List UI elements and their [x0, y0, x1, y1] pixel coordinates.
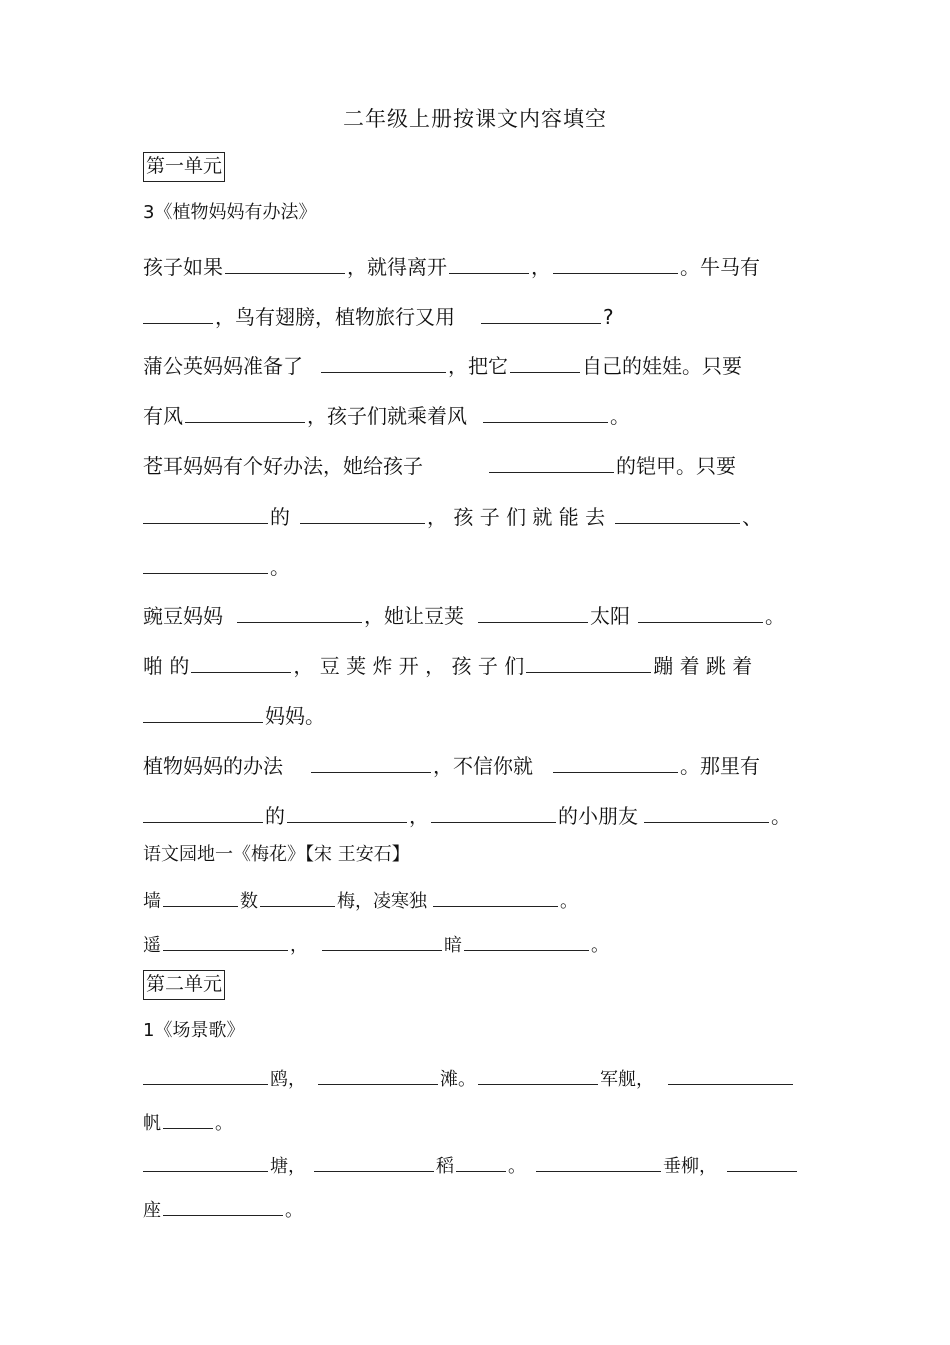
blank[interactable] [321, 352, 446, 373]
garden-heading: 语文园地一《梅花》【宋 王安石】 [143, 844, 410, 865]
text-segment: 。 [610, 404, 630, 428]
blank[interactable] [483, 402, 608, 423]
text-segment: 的铠甲。只要 [616, 454, 736, 478]
text-segment: 帆 [143, 1113, 161, 1134]
unit-one-label: 第一单元 [143, 152, 225, 182]
text-segment: ，孩子们就乘着风 [307, 404, 467, 428]
blank[interactable] [553, 752, 678, 773]
blank[interactable] [638, 602, 763, 623]
text-segment: 啪 的 [143, 654, 190, 678]
unit-two-label: 第二单元 [143, 970, 225, 1000]
text-segment: 塘， [270, 1156, 306, 1177]
text-segment: ， 孩 子 们 就 能 去 [427, 505, 606, 529]
blank[interactable] [143, 503, 268, 524]
blank[interactable] [536, 1151, 661, 1172]
text-segment: 蒲公英妈妈准备了 [143, 354, 303, 378]
fill-line [143, 602, 785, 629]
fill-line [143, 930, 609, 959]
blank[interactable] [143, 553, 268, 574]
text-segment: ，就得离开 [347, 255, 447, 279]
blank[interactable] [318, 1064, 438, 1085]
blank[interactable] [237, 602, 362, 623]
text-segment: 孩子如果 [143, 255, 223, 279]
blank[interactable] [478, 602, 588, 623]
text-segment: 暗 [444, 935, 462, 956]
text-segment: 有风 [143, 404, 183, 428]
blank[interactable] [191, 652, 291, 673]
text-segment: 梅，凌寒独 [337, 891, 427, 912]
blank[interactable] [163, 1108, 213, 1129]
blank[interactable] [478, 1064, 598, 1085]
blank[interactable] [322, 930, 442, 951]
text-segment: ， [409, 804, 429, 828]
text-segment: 的小朋友 [558, 804, 638, 828]
blank[interactable] [185, 402, 305, 423]
text-segment: ，不信你就 [433, 754, 533, 778]
blank[interactable] [489, 452, 614, 473]
fill-line [143, 402, 630, 429]
text-segment: 遥 [143, 935, 161, 956]
text-segment: 蹦 着 跳 着 [653, 654, 753, 678]
blank[interactable] [143, 1151, 268, 1172]
blank[interactable] [311, 752, 431, 773]
fill-line [143, 1064, 795, 1093]
lesson-heading: 3《植物妈妈有办法》 [143, 202, 317, 223]
blank[interactable] [456, 1151, 506, 1172]
fill-line [143, 1108, 233, 1137]
blank[interactable] [143, 702, 263, 723]
blank[interactable] [163, 886, 238, 907]
lesson-heading: 1《场景歌》 [143, 1020, 245, 1041]
text-segment: ? [603, 305, 614, 329]
fill-line [143, 303, 614, 330]
text-segment: ，把它 [448, 354, 508, 378]
blank[interactable] [727, 1151, 797, 1172]
fill-line [143, 702, 325, 729]
fill-line [143, 253, 760, 280]
fill-line [143, 802, 791, 829]
blank[interactable] [481, 303, 601, 324]
blank[interactable] [526, 652, 651, 673]
fill-line [143, 1151, 799, 1180]
text-segment: 垂柳， [663, 1156, 717, 1177]
text-segment: 。 [591, 935, 609, 956]
fill-line [143, 886, 578, 915]
blank[interactable] [314, 1151, 434, 1172]
blank[interactable] [143, 303, 213, 324]
text-segment: 苍耳妈妈有个好办法，她给孩子 [143, 454, 423, 478]
text-segment: 。那里有 [680, 754, 760, 778]
page-title: 二年级上册按课文内容填空 [343, 107, 607, 131]
text-segment: ， [531, 255, 551, 279]
blank[interactable] [615, 503, 740, 524]
blank[interactable] [668, 1064, 793, 1085]
text-segment: 自己的娃娃。只要 [582, 354, 742, 378]
fill-line [143, 752, 760, 779]
fill-line [143, 1195, 303, 1224]
text-segment: 墙 [143, 891, 161, 912]
blank[interactable] [163, 930, 288, 951]
fill-line [143, 352, 742, 379]
text-segment: 豌豆妈妈 [143, 604, 223, 628]
text-segment: 太阳 [590, 604, 630, 628]
text-segment: 。牛马有 [680, 255, 760, 279]
blank[interactable] [300, 503, 425, 524]
blank[interactable] [225, 253, 345, 274]
text-segment: ，她让豆荚 [364, 604, 464, 628]
text-segment: ，鸟有翅膀，植物旅行又用 [215, 305, 455, 329]
blank[interactable] [433, 886, 558, 907]
blank[interactable] [510, 352, 580, 373]
text-segment: 、 [742, 505, 763, 529]
text-segment: 稻 [436, 1156, 454, 1177]
blank[interactable] [644, 802, 769, 823]
text-segment: 数 [240, 891, 258, 912]
blank[interactable] [449, 253, 529, 274]
text-segment: 。 [560, 891, 578, 912]
fill-line [143, 652, 752, 679]
blank[interactable] [431, 802, 556, 823]
fill-line [143, 452, 736, 479]
blank[interactable] [163, 1195, 283, 1216]
text-segment: 滩。 [440, 1069, 476, 1090]
text-segment: 。 [765, 604, 785, 628]
fill-line [143, 553, 290, 580]
text-segment: 妈妈。 [265, 704, 325, 728]
text-segment: 的 [265, 804, 285, 828]
text-segment: 。 [508, 1156, 526, 1177]
blank[interactable] [143, 1064, 268, 1085]
blank[interactable] [260, 886, 335, 907]
text-segment: ， [290, 935, 308, 956]
text-segment: 军舰， [600, 1069, 654, 1090]
text-segment: 。 [771, 804, 791, 828]
text-segment: 。 [270, 555, 290, 579]
blank[interactable] [553, 253, 678, 274]
text-segment: 植物妈妈的办法 [143, 754, 283, 778]
blank[interactable] [143, 802, 263, 823]
text-segment: 的 [270, 505, 290, 529]
blank[interactable] [287, 802, 407, 823]
text-segment: 座 [143, 1200, 161, 1221]
text-segment: ， 豆 荚 炸 开 ， 孩 子 们 [293, 654, 525, 678]
fill-line [143, 503, 762, 530]
blank[interactable] [464, 930, 589, 951]
text-segment: 鸥， [270, 1069, 306, 1090]
text-segment: 。 [215, 1113, 233, 1134]
text-segment: 。 [285, 1200, 303, 1221]
